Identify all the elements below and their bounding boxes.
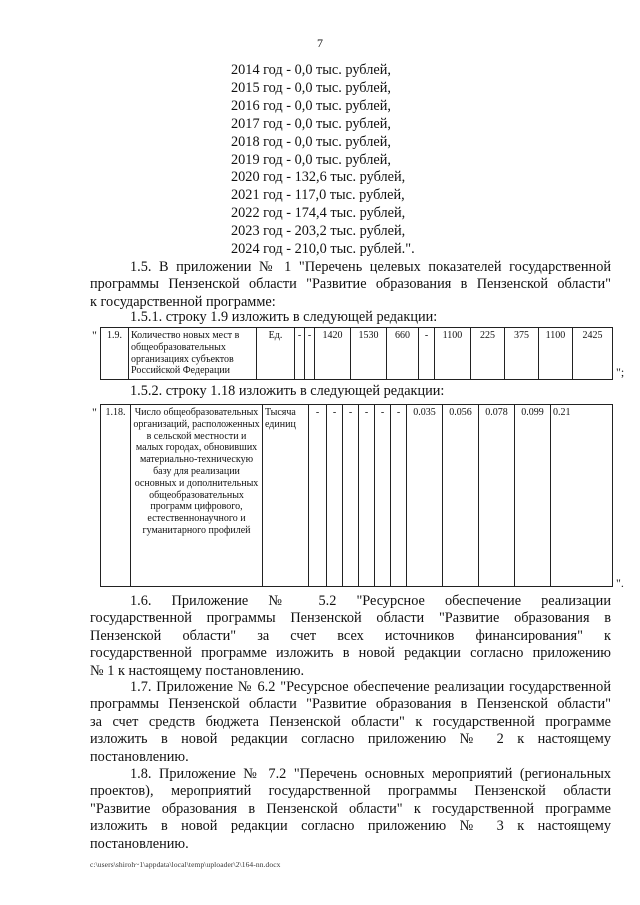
table-cell: 0.078 <box>479 405 515 587</box>
text-line: № 1 к настоящему постановлению. <box>90 662 305 679</box>
funding-line: 2015 год - 0,0 тыс. рублей, <box>231 79 391 96</box>
table-cell: 1.9. <box>101 328 129 380</box>
close-quote: ". <box>616 576 624 590</box>
open-quote: " <box>92 328 97 342</box>
footer-file-path: c:\users\shiroh~1\appdata\local\temp\uploader\2\164-nn.docx <box>90 860 281 869</box>
funding-line: 2024 год - 210,0 тыс. рублей.". <box>231 241 415 258</box>
table-cell: 0.035 <box>407 405 443 587</box>
text-line: программы Пензенской области "Развитие образования в Пензенской области" <box>90 696 611 713</box>
open-quote: " <box>92 405 97 419</box>
table-cell: 1420 <box>315 328 351 380</box>
paragraph-1-5 <box>90 259 611 311</box>
table-cell: 1.18. <box>101 405 131 587</box>
funding-line: 2017 год - 0,0 тыс. рублей, <box>231 115 391 132</box>
text-line: к государственной программе: <box>90 293 276 310</box>
text-line: 1.5.2. строку 1.18 изложить в следующей редакции: <box>130 383 445 399</box>
row-1-18-table <box>100 404 613 587</box>
funding-line: 2014 год - 0,0 тыс. рублей, <box>231 62 391 78</box>
table-cell: 1530 <box>351 328 387 380</box>
table-cell: 660 <box>387 328 419 380</box>
table-row <box>101 405 613 587</box>
table-cell: - <box>359 405 375 587</box>
table-cell: - <box>295 328 305 380</box>
paragraph-1-6 <box>90 593 611 680</box>
paragraph-1-7 <box>90 679 611 766</box>
funding-line: 2018 год - 0,0 тыс. рублей, <box>231 133 391 150</box>
text-line: "Развитие образования в Пензенской области" к государственной программе <box>90 800 611 817</box>
table-cell: Число общеобразовательных организаций, расположенных в сельской местности и малых городах, обновивших материально-техническую базу для реализации основных и дополнительных общеобразовательных программ цифрового, естественнонаучного и гуманитарного профилей <box>131 405 263 587</box>
text-line: постановлению. <box>90 835 189 852</box>
table-cell: 225 <box>471 328 505 380</box>
funding-line: 2023 год - 203,2 тыс. рублей, <box>231 223 406 240</box>
funding-line: 2022 год - 174,4 тыс. рублей, <box>231 205 406 222</box>
funding-line: 2016 год - 0,0 тыс. рублей, <box>231 97 391 114</box>
table-cell: 1100 <box>539 328 573 380</box>
funding-list <box>231 62 415 259</box>
table-cell: 375 <box>505 328 539 380</box>
table-cell: Ед. <box>257 328 295 380</box>
table-cell: 0.21 <box>551 405 613 587</box>
table-cell: - <box>343 405 359 587</box>
paragraph-1-5-2 <box>130 383 611 400</box>
close-quote: "; <box>616 365 625 379</box>
page-number: 7 <box>317 36 323 50</box>
table-cell: 2425 <box>573 328 613 380</box>
text-line: программы Пензенской области "Развитие образования в Пензенской области" <box>90 276 611 293</box>
table-cell: - <box>375 405 391 587</box>
text-line: 1.7. Приложение № 6.2 "Ресурсное обеспечение реализации государственной <box>130 679 611 695</box>
table-cell: Тысяча единиц <box>263 405 309 587</box>
funding-line: 2021 год - 117,0 тыс. рублей, <box>231 187 405 204</box>
text-line: Пензенской области" за счет всех источников финансирования" к <box>90 627 611 644</box>
text-line: государственной программе изложить в новой редакции согласно приложению <box>90 645 611 662</box>
table-cell: - <box>305 328 315 380</box>
row-1-9-table <box>100 327 613 380</box>
table-cell: 0.056 <box>443 405 479 587</box>
table-cell: - <box>327 405 343 587</box>
funding-line: 2020 год - 132,6 тыс. рублей, <box>231 169 406 186</box>
table-cell: Количество новых мест в общеобразовательных организациях субъектов Российской Федерации <box>129 328 257 380</box>
text-line: 1.8. Приложение № 7.2 "Перечень основных мероприятий (региональных <box>130 766 611 782</box>
text-line: проектов), мероприятий государственной программы Пензенской области <box>90 783 611 800</box>
table-cell: 0.099 <box>515 405 551 587</box>
text-line: 1.5. В приложении № 1 "Перечень целевых показателей государственной <box>130 259 611 275</box>
paragraph-1-5-1 <box>130 309 611 326</box>
table-cell: - <box>419 328 435 380</box>
funding-line: 2019 год - 0,0 тыс. рублей, <box>231 151 391 168</box>
table-cell: - <box>309 405 327 587</box>
text-line: изложить в новой редакции согласно приложению № 2 к настоящему <box>90 731 611 748</box>
text-line: государственной программы Пензенской области "Развитие образования в <box>90 610 611 627</box>
text-line: 1.6. Приложение № 5.2 "Ресурсное обеспечение реализации <box>130 593 611 609</box>
table-row <box>101 328 613 380</box>
text-line: изложить в новой редакции согласно приложению № 3 к настоящему <box>90 818 611 835</box>
paragraph-1-8 <box>90 766 611 853</box>
text-line: 1.5.1. строку 1.9 изложить в следующей редакции: <box>130 309 438 325</box>
text-line: за счет средств бюджета Пензенской области" к государственной программе <box>90 713 611 730</box>
table-cell: - <box>391 405 407 587</box>
table-cell: 1100 <box>435 328 471 380</box>
text-line: постановлению. <box>90 748 189 765</box>
